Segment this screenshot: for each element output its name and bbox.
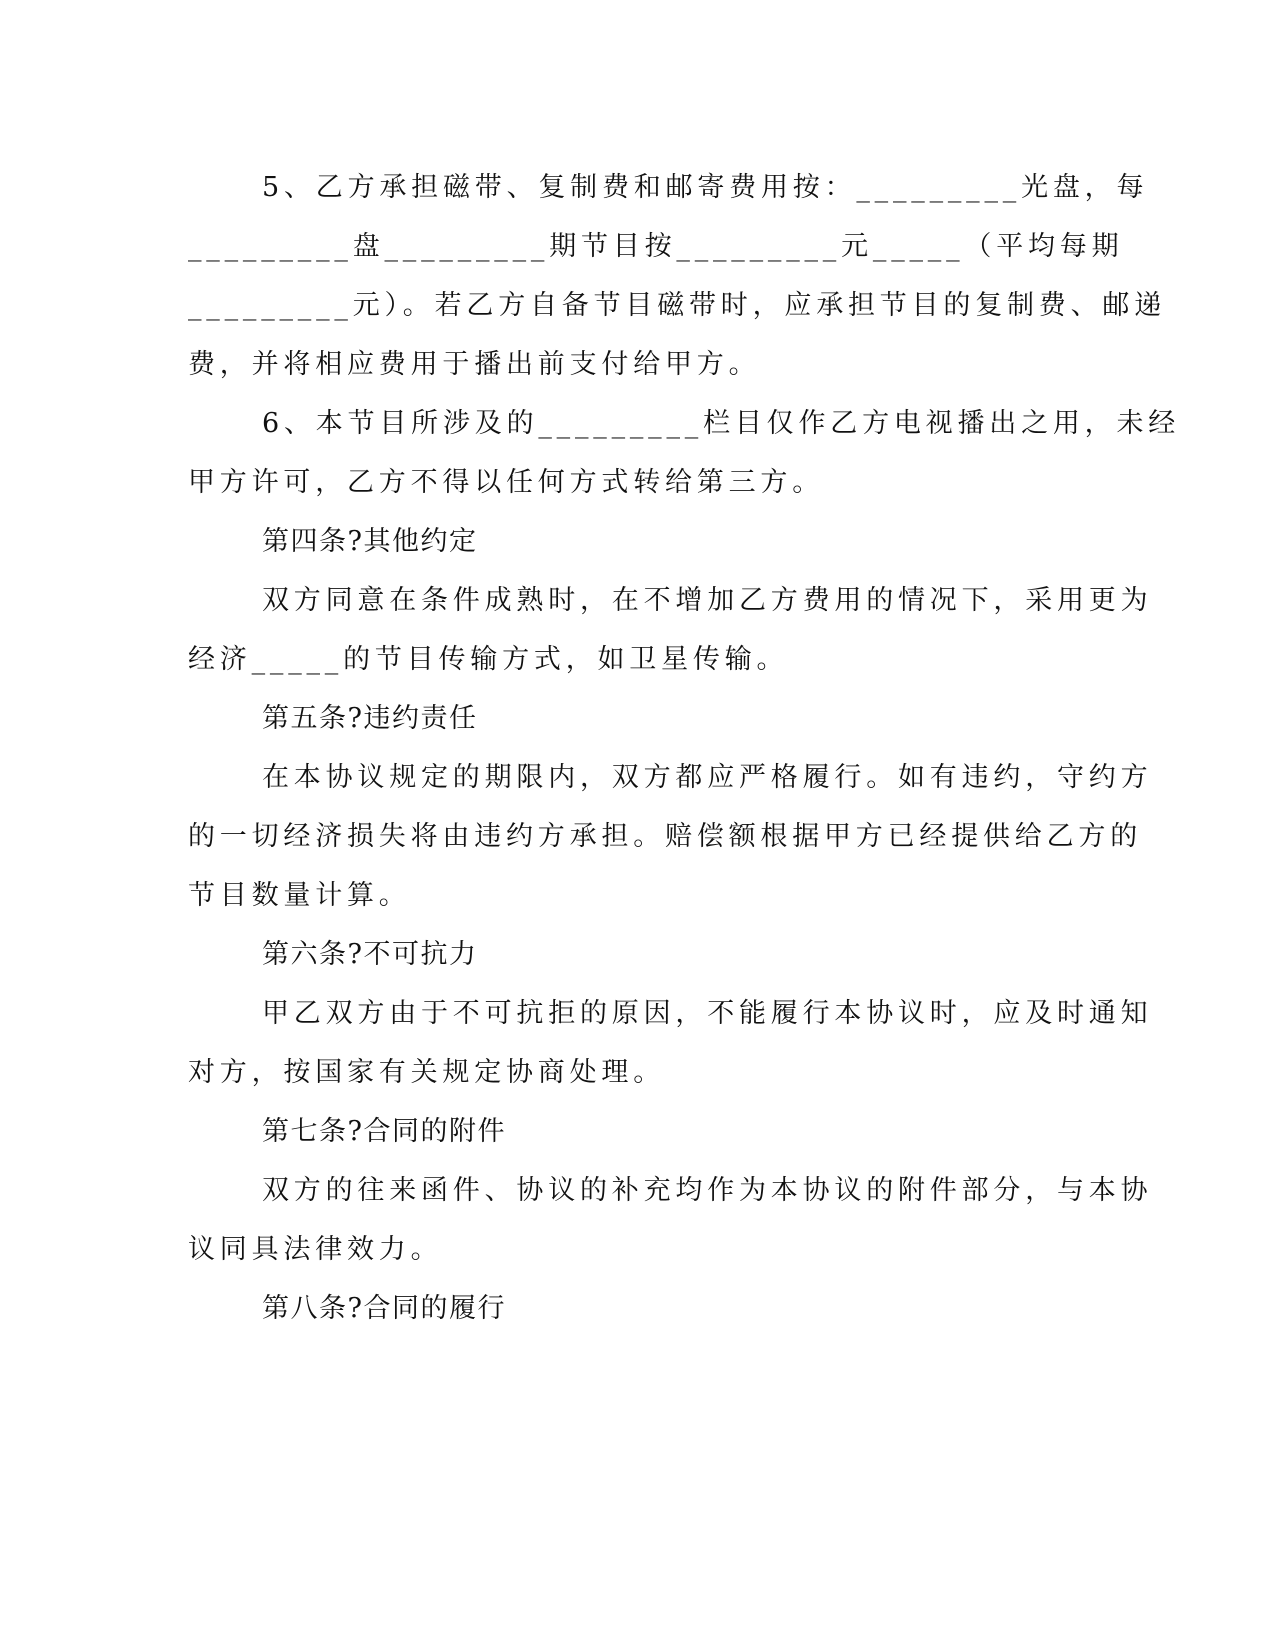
article-6-heading: 第六条?不可抗力 [262, 939, 478, 970]
clause-6-line-2: 甲方许可，乙方不得以任何方式转给第三方。 [188, 467, 824, 498]
article-7-line-1: 双方的往来函件、协议的补充均作为本协议的附件部分，与本协 [262, 1175, 1153, 1206]
clause-5-line-3: _________元）。若乙方自备节目磁带时，应承担节目的复制费、邮递 [188, 290, 1166, 321]
article-5-heading: 第五条?违约责任 [262, 703, 478, 734]
article-7-line-2: 议同具法律效力。 [188, 1234, 443, 1265]
article-7-heading: 第七条?合同的附件 [262, 1116, 506, 1147]
article-4-line-2: 经济_____的节目传输方式，如卫星传输。 [188, 644, 789, 675]
clause-5-line-4: 费，并将相应费用于播出前支付给甲方。 [188, 349, 761, 380]
clause-6-line-1: 6、本节目所涉及的_________栏目仅作乙方电视播出之用，未经 [262, 408, 1181, 439]
article-5-line-1: 在本协议规定的期限内，双方都应严格履行。如有违约，守约方 [262, 762, 1153, 793]
article-8-heading: 第八条?合同的履行 [262, 1293, 506, 1324]
article-5-line-3: 节目数量计算。 [188, 880, 411, 911]
article-4-line-1: 双方同意在条件成熟时，在不增加乙方费用的情况下，采用更为 [262, 585, 1153, 616]
clause-5-line-2: _________盘_________期节目按_________元_____（平均每期 [188, 231, 1124, 262]
article-6-line-2: 对方，按国家有关规定协商处理。 [188, 1057, 665, 1088]
article-4-heading: 第四条?其他约定 [262, 526, 478, 557]
article-6-line-1: 甲乙双方由于不可抗拒的原因，不能履行本协议时，应及时通知 [262, 998, 1153, 1029]
clause-5-line-1: 5、乙方承担磁带、复制费和邮寄费用按：_________光盘，每 [262, 172, 1149, 203]
article-5-line-2: 的一切经济损失将由违约方承担。赔偿额根据甲方已经提供给乙方的 [188, 821, 1142, 852]
